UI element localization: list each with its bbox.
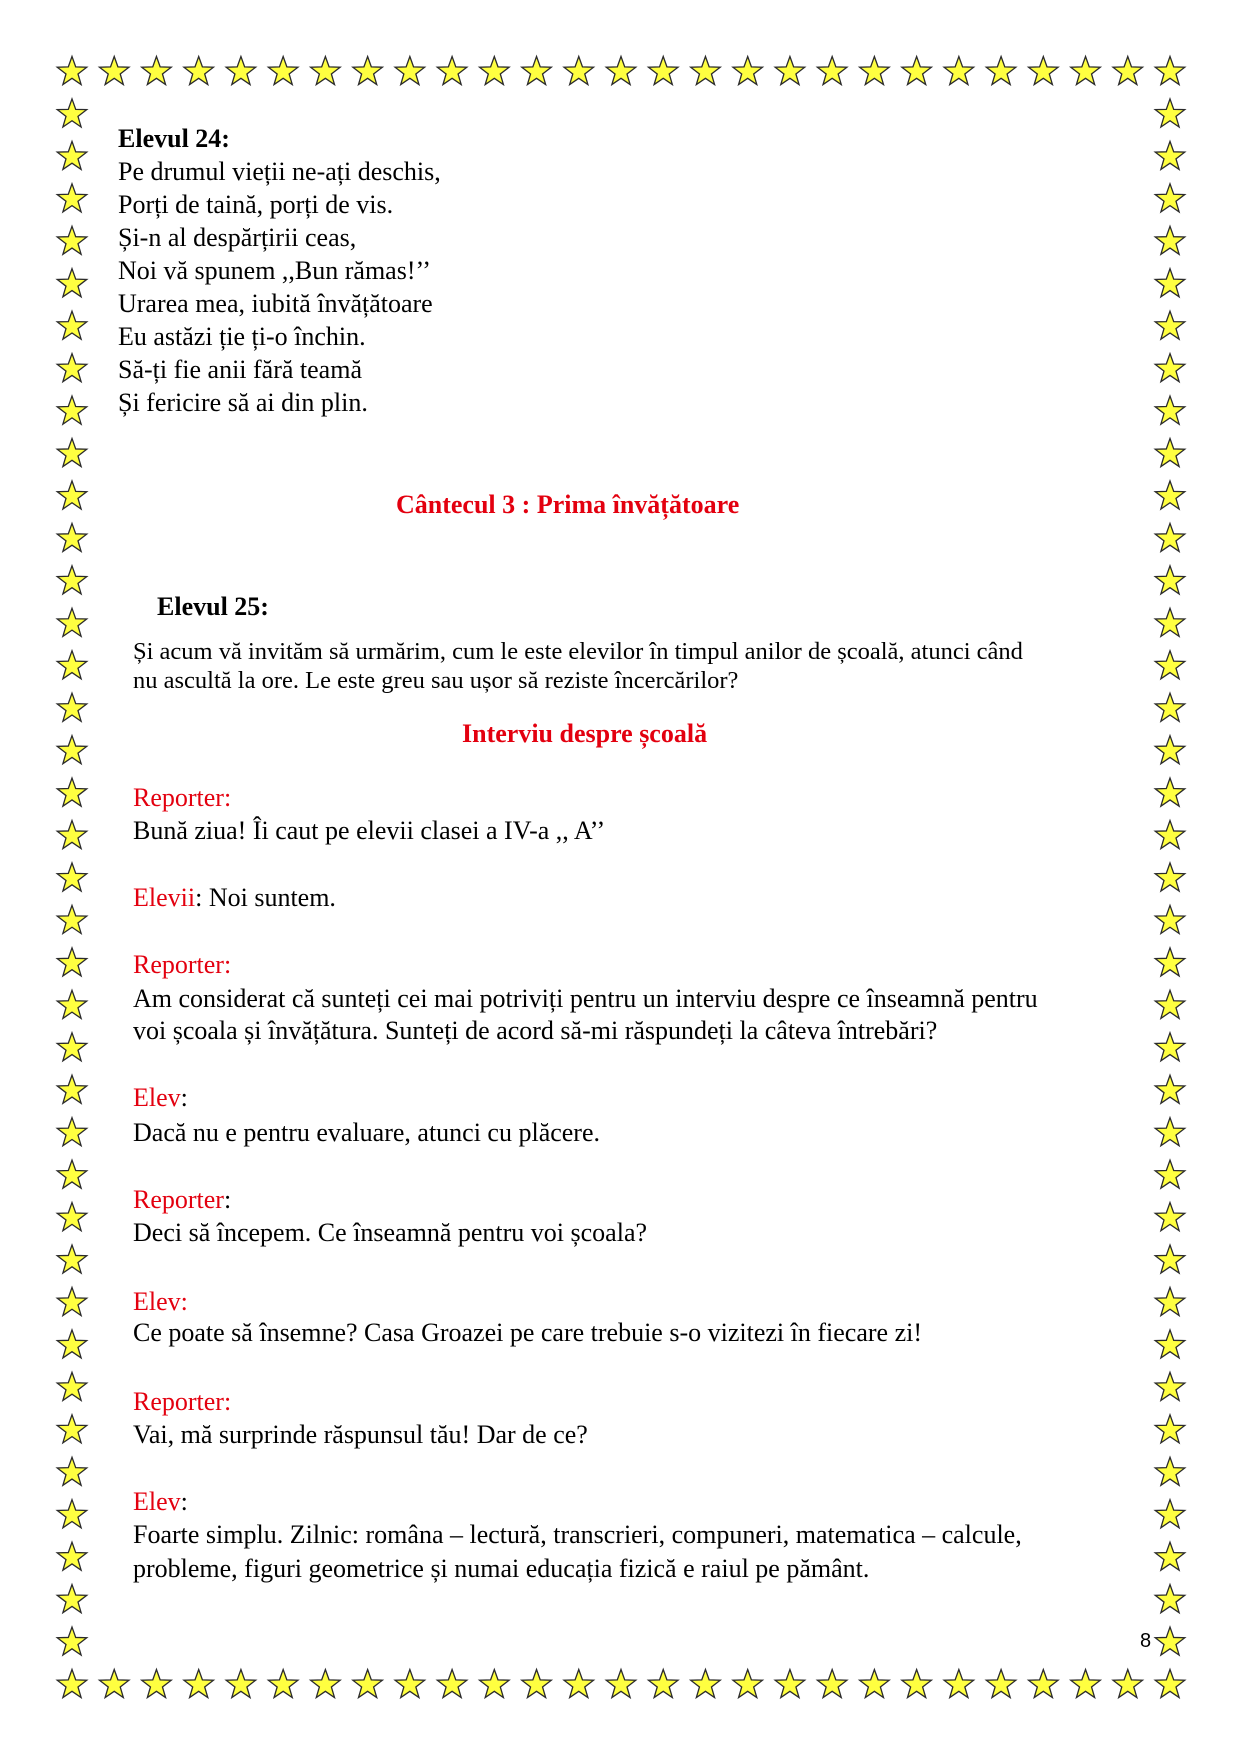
star-icon <box>480 57 509 85</box>
star-icon <box>57 99 86 127</box>
star-icon <box>57 141 86 169</box>
intro-speaker: Elevul 25: <box>157 592 269 621</box>
star-icon <box>57 905 86 933</box>
speaker-name: Elev <box>133 1287 181 1316</box>
star-icon <box>268 1670 297 1698</box>
star-icon <box>437 1670 466 1698</box>
star-icon <box>1155 863 1184 891</box>
star-icon <box>353 57 382 85</box>
star-icon <box>311 57 340 85</box>
dialogue-line: voi școala și învățătura. Sunteți de acord să-mi răspundeți la câteva întrebări? <box>133 1016 938 1045</box>
dialogue-line: Am considerat că sunteți cei mai potriviți pentru un interviu despre ce înseamnă pentru <box>133 984 1038 1013</box>
star-icon <box>395 1670 424 1698</box>
star-icon <box>606 1670 635 1698</box>
star-icon <box>1155 566 1184 594</box>
star-icon <box>57 821 86 849</box>
star-icon <box>986 1670 1015 1698</box>
speaker-colon: : <box>195 883 203 912</box>
star-icon <box>57 1372 86 1400</box>
star-icon <box>57 184 86 212</box>
star-icon <box>1029 57 1058 85</box>
speaker-name: Reporter <box>133 1387 224 1416</box>
star-icon <box>1155 481 1184 509</box>
star-icon <box>1155 1245 1184 1273</box>
star-icon <box>480 1670 509 1698</box>
star-icon <box>57 736 86 764</box>
star-icon <box>57 1245 86 1273</box>
poem-line: Pe drumul vieții ne-ați deschis, <box>118 157 441 186</box>
star-icon <box>648 1670 677 1698</box>
song-title: Cântecul 3 : Prima învățătoare <box>396 490 740 519</box>
star-icon <box>902 1670 931 1698</box>
star-icon <box>57 1500 86 1528</box>
star-icon <box>817 57 846 85</box>
star-icon <box>986 57 1015 85</box>
dialogue-speaker <box>133 1183 231 1216</box>
star-icon <box>564 57 593 85</box>
poem-line: Și-n al despărțirii ceas, <box>118 223 357 252</box>
star-icon <box>564 1670 593 1698</box>
star-icon <box>1155 693 1184 721</box>
poem-line: Urarea mea, iubită învățătoare <box>118 289 433 318</box>
poem-line: Și fericire să ai din plin. <box>118 388 368 417</box>
star-icon <box>1155 1330 1184 1358</box>
star-icon <box>1155 1287 1184 1315</box>
speaker-colon: : <box>180 1487 188 1516</box>
speaker-name: Reporter <box>133 1185 224 1214</box>
star-icon <box>691 57 720 85</box>
intro-line: nu ascultă la ore. Le este greu sau ușor să reziste încercărilor? <box>133 667 739 694</box>
star-icon <box>1155 439 1184 467</box>
poem-line: Să-ți fie anii fără teamă <box>118 355 362 384</box>
star-icon <box>1113 1670 1142 1698</box>
poem-line: Eu astăzi ție ți-o închin. <box>118 322 366 351</box>
star-icon <box>1155 736 1184 764</box>
star-icon <box>1113 57 1142 85</box>
star-icon <box>57 57 86 85</box>
star-icon <box>57 1118 86 1146</box>
star-icon <box>1155 990 1184 1018</box>
speaker-colon: : <box>223 950 232 979</box>
star-icon <box>1155 1627 1184 1655</box>
star-icon <box>1155 99 1184 127</box>
star-icon <box>1155 1033 1184 1061</box>
star-icon <box>57 778 86 806</box>
star-icon <box>817 1670 846 1698</box>
star-icon <box>57 863 86 891</box>
star-icon <box>311 1670 340 1698</box>
star-icon <box>1155 778 1184 806</box>
speaker-colon: : <box>180 1083 188 1112</box>
dialogue-line: Deci să începem. Ce înseamnă pentru voi școala? <box>133 1218 648 1247</box>
star-icon <box>1155 354 1184 382</box>
star-icon <box>733 1670 762 1698</box>
star-icon <box>775 57 804 85</box>
star-icon <box>57 1627 86 1655</box>
star-icon <box>1155 1415 1184 1443</box>
dialogue-speaker <box>133 881 336 914</box>
speaker-name: Elev <box>133 1083 181 1112</box>
star-icon <box>57 1457 86 1485</box>
star-icon <box>268 57 297 85</box>
speaker-name: Elevii <box>133 883 196 912</box>
star-icon <box>1155 1500 1184 1528</box>
star-icon <box>226 1670 255 1698</box>
speaker-name: Reporter <box>133 783 224 812</box>
star-icon <box>648 57 677 85</box>
star-icon <box>142 1670 171 1698</box>
star-icon <box>1155 1160 1184 1188</box>
star-icon <box>522 1670 551 1698</box>
star-icon <box>184 57 213 85</box>
star-icon <box>395 57 424 85</box>
star-icon <box>353 1670 382 1698</box>
dialogue-speaker <box>133 1081 188 1114</box>
star-icon <box>57 226 86 254</box>
speaker-colon: : <box>223 1185 232 1214</box>
star-icon <box>1029 1670 1058 1698</box>
star-icon <box>1155 269 1184 297</box>
star-icon <box>57 396 86 424</box>
dialogue-line: Dacă nu e pentru evaluare, atunci cu plăcere. <box>133 1118 601 1147</box>
star-icon <box>57 311 86 339</box>
star-icon <box>1155 821 1184 849</box>
poem-line: Porți de taină, porți de vis. <box>118 190 394 219</box>
interview-title: Interviu despre școală <box>462 719 708 748</box>
dialogue-speaker <box>133 1485 188 1518</box>
dialogue-line: probleme, figuri geometrice și numai educația fizică e raiul pe pământ. <box>133 1554 870 1583</box>
star-icon <box>57 1033 86 1061</box>
star-icon <box>1155 311 1184 339</box>
page-number: 8 <box>1140 1630 1152 1652</box>
star-icon <box>57 1670 86 1698</box>
star-icon <box>522 57 551 85</box>
star-icon <box>437 57 466 85</box>
star-icon <box>1155 1457 1184 1485</box>
dialogue-line: Bună ziua! Îi caut pe elevii clasei a IV-a ,, A’’ <box>133 816 606 845</box>
dialogue-line: Foarte simplu. Zilnic: româna – lectură, transcrieri, compuneri, matematica – calcule, <box>133 1520 1022 1549</box>
star-icon <box>57 523 86 551</box>
star-icon <box>57 1415 86 1443</box>
star-icon <box>57 1075 86 1103</box>
star-icon <box>57 693 86 721</box>
star-icon <box>1155 184 1184 212</box>
star-icon <box>1155 1585 1184 1613</box>
star-icon <box>1155 651 1184 679</box>
star-icon <box>733 57 762 85</box>
star-icon <box>57 354 86 382</box>
star-icon <box>57 990 86 1018</box>
star-icon <box>57 1287 86 1315</box>
star-icon <box>860 57 889 85</box>
dialogue-speaker <box>133 1385 231 1418</box>
star-icon <box>606 57 635 85</box>
speaker-name: Elev <box>133 1487 181 1516</box>
star-icon <box>1071 1670 1100 1698</box>
dialogue-line: Ce poate să însemne? Casa Groazei pe care trebuie s-o vizitezi în fiecare zi! <box>133 1318 922 1347</box>
star-icon <box>57 439 86 467</box>
star-icon <box>691 1670 720 1698</box>
star-icon <box>860 1670 889 1698</box>
star-icon <box>1155 141 1184 169</box>
dialogue-speaker <box>133 781 231 814</box>
star-icon <box>184 1670 213 1698</box>
star-icon <box>775 1670 804 1698</box>
intro-line: Și acum vă invităm să urmărim, cum le este elevilor în timpul anilor de școală, atunci când <box>133 638 1023 665</box>
star-icon <box>142 57 171 85</box>
speaker-colon: : <box>223 1387 232 1416</box>
star-icon <box>1155 523 1184 551</box>
speaker-name: Reporter <box>133 950 224 979</box>
star-icon <box>1155 948 1184 976</box>
star-icon <box>57 1203 86 1231</box>
star-icon <box>226 57 255 85</box>
star-icon <box>57 1542 86 1570</box>
star-icon <box>57 1585 86 1613</box>
poem-speaker: Elevul 24: <box>118 124 230 153</box>
star-icon <box>1155 1118 1184 1146</box>
star-icon <box>99 1670 128 1698</box>
star-icon <box>1155 608 1184 636</box>
star-icon <box>1155 396 1184 424</box>
star-icon <box>1155 1203 1184 1231</box>
dialogue-speaker <box>133 948 231 981</box>
dialogue-line: Vai, mă surprinde răspunsul tău! Dar de ce? <box>133 1420 588 1449</box>
star-icon <box>99 57 128 85</box>
dialogue-speaker <box>133 1285 188 1318</box>
star-icon <box>1155 1372 1184 1400</box>
star-icon <box>1071 57 1100 85</box>
star-icon <box>1155 1670 1184 1698</box>
speaker-colon: : <box>180 1287 188 1316</box>
star-icon <box>944 57 973 85</box>
star-icon <box>1155 226 1184 254</box>
poem-line: Noi vă spunem ,,Bun rămas!’’ <box>118 256 431 285</box>
star-icon <box>57 608 86 636</box>
star-icon <box>944 1670 973 1698</box>
star-icon <box>57 481 86 509</box>
star-icon <box>57 1160 86 1188</box>
star-icon <box>1155 1075 1184 1103</box>
star-icon <box>1155 1542 1184 1570</box>
star-icon <box>57 651 86 679</box>
star-icon <box>57 1330 86 1358</box>
star-icon <box>1155 57 1184 85</box>
speaker-colon: : <box>223 783 232 812</box>
star-icon <box>902 57 931 85</box>
dialogue-inline-reply: Noi suntem. <box>202 883 336 912</box>
star-icon <box>57 948 86 976</box>
star-icon <box>57 269 86 297</box>
star-icon <box>1155 905 1184 933</box>
star-icon <box>57 566 86 594</box>
